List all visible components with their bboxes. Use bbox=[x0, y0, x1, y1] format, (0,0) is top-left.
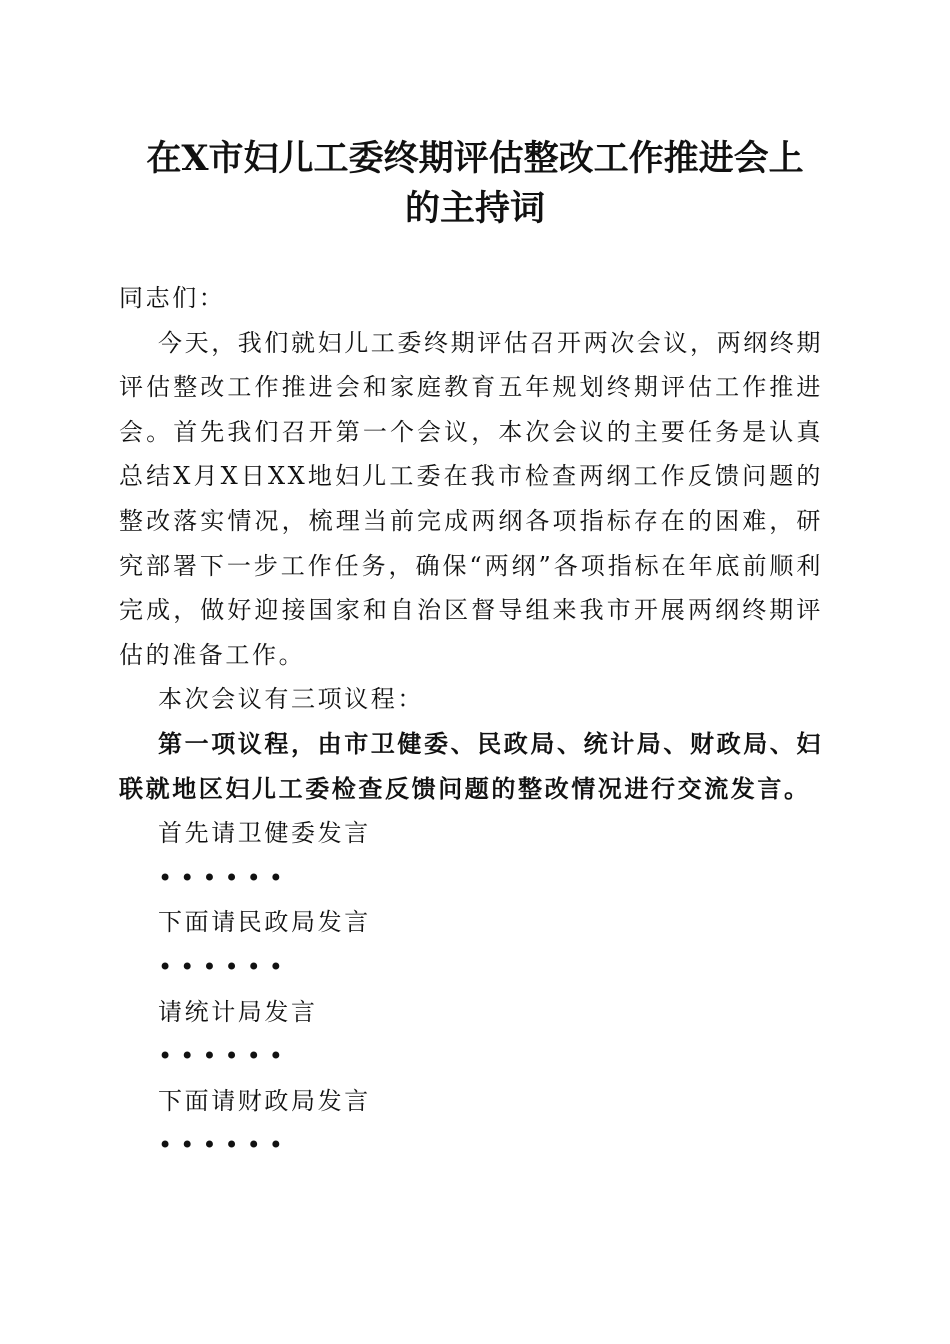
agenda-item-1: 第一项议程，由市卫健委、民政局、统计局、财政局、妇联就地区妇儿工委检查反馈问题的整改情况进行交流发言。 bbox=[119, 728, 823, 803]
ellipsis-dots-1: •••••• bbox=[158, 863, 291, 892]
speaker-4: 下面请财政局发言 bbox=[158, 1086, 371, 1115]
ellipsis-dots-4: •••••• bbox=[158, 1131, 291, 1160]
document-body bbox=[119, 276, 823, 1168]
title-line-2: 的主持词 bbox=[404, 188, 545, 229]
title-line-1: 在X市妇儿工委终期评估整改工作推进会上 bbox=[146, 138, 804, 179]
intro-paragraph: 今天，我们就妇儿工委终期评估召开两次会议，两纲终期评估整改工作推进会和家庭教育五年规划终期评估工作推进会。首先我们召开第一个会议，本次会议的主要任务是认真总结X月X日XX地妇儿工委在我市检查两纲工作反馈问题的整改落实情况，梳理当前完成两纲各项指标存在的困难，研究部署下一步工作任务，确保“两纲”各项指标在年底前顺利完成，做好迎接国家和自治区督导组来我市开展两纲终期评估的准备工作。 bbox=[119, 328, 823, 669]
speaker-3: 请统计局发言 bbox=[158, 997, 318, 1026]
agenda-paragraph: 本次会议有三项议程： bbox=[158, 685, 424, 714]
salutation: 同志们： bbox=[119, 284, 226, 312]
speaker-1: 首先请卫健委发言 bbox=[158, 819, 371, 848]
ellipsis-dots-3: •••••• bbox=[158, 1042, 291, 1071]
document-title bbox=[110, 134, 840, 234]
speaker-2: 下面请民政局发言 bbox=[158, 908, 371, 937]
ellipsis-dots-2: •••••• bbox=[158, 952, 291, 981]
